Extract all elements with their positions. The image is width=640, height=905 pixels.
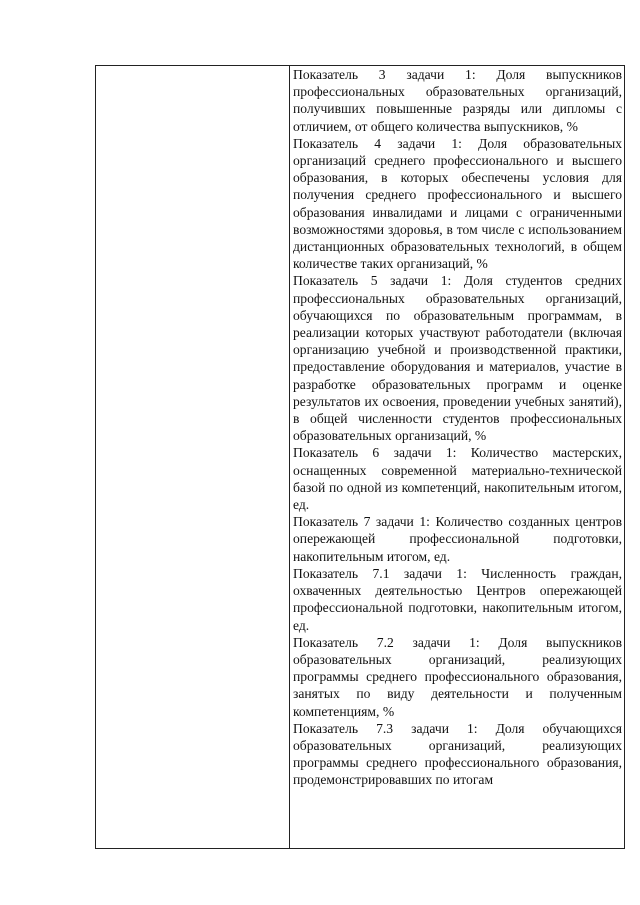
- indicator-4-text: Показатель 4 задачи 1: Доля образовательных организаций среднего профессионального и высшего образования, в которых обеспечены условия для получения среднего профессионального и высшего образования инвалидами и лицами с ограниченными возможностями здоровья, в том числе с использованием дистанционных образовательных технологий, в общем количестве таких организаций, %: [293, 135, 622, 272]
- indicator-7-text: Показатель 7 задачи 1: Количество созданных центров опережающей профессиональной подготовки, накопительным итогом, ед.: [293, 514, 622, 564]
- indicator-3-text: Показатель 3 задачи 1: Доля выпускников профессиональных образовательных организаций, получивших повышенные разряды или дипломы с отличием, от общего количества выпускников, %: [293, 67, 622, 134]
- table-right-column: [291, 66, 624, 848]
- indicator-table: [95, 65, 625, 849]
- indicator-5-text: Показатель 5 задачи 1: Доля студентов средних профессиональных образовательных организаций, обучающихся по образовательным программам, в реализации которых участвуют работодатели (включая организацию учебной и производственной практики, предоставление оборудования и материалов, участие в разработке образовательных программ и оценке результатов их освоения, проведении учебных занятий), в общей численности студентов профессиональных образовательных организаций, %: [293, 273, 622, 444]
- indicator-6-text: Показатель 6 задачи 1: Количество мастерских, оснащенных современной материально-технической базой по одной из компетенций, накопительным итогом, ед.: [293, 445, 622, 513]
- indicator-7-3-text: Показатель 7.3 задачи 1: Доля обучающихся образовательных организаций, реализующих программы среднего профессионального образования, продемонстрировавших по итогам: [293, 720, 622, 788]
- table-left-column: [96, 66, 290, 848]
- indicator-7-2-text: Показатель 7.2 задачи 1: Доля выпускников образовательных организаций, реализующих программы среднего профессионального образования, занятых по виду деятельности и полученным компетенциям, %: [293, 634, 622, 719]
- indicator-7-1-text: Показатель 7.1 задачи 1: Численность граждан, охваченных деятельностью Центров опережающей профессиональной подготовки, накопительным итогом, ед.: [293, 565, 622, 633]
